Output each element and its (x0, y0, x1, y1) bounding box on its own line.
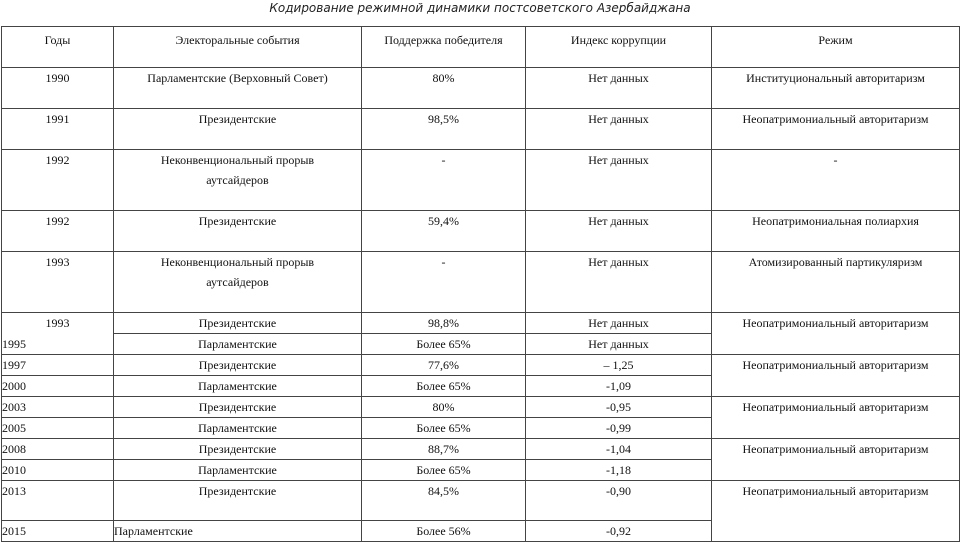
cell-event: Парламентские (114, 334, 362, 355)
cell-regime: Институциональный авторитаризм (712, 68, 960, 109)
header-event: Электоральные события (114, 27, 362, 68)
cell-regime: Неопатримониальный авторитаризм (712, 439, 960, 481)
cell-corruption: Нет данных (526, 334, 712, 355)
cell-event: Парламентские (114, 521, 362, 542)
cell-support: Более 65% (362, 460, 526, 481)
cell-event (114, 252, 362, 313)
cell-support: 98,8% (362, 313, 526, 334)
cell-corruption: Нет данных (526, 68, 712, 109)
cell-support: 84,5% (362, 481, 526, 521)
cell-corruption: -0,99 (526, 418, 712, 439)
table-row (2, 313, 960, 334)
table-row (2, 150, 960, 211)
cell-year: 1993 (2, 313, 114, 334)
cell-corruption: -0,92 (526, 521, 712, 542)
cell-support: 59,4% (362, 211, 526, 252)
cell-support: 77,6% (362, 355, 526, 376)
cell-year: 1992 (2, 150, 114, 211)
cell-event: Парламентские (114, 376, 362, 397)
header-regime: Режим (712, 27, 960, 68)
cell-event: Президентские (114, 439, 362, 460)
cell-year: 1991 (2, 109, 114, 150)
header-row (2, 27, 960, 68)
table-row (2, 397, 960, 418)
cell-corruption: -0,90 (526, 481, 712, 521)
cell-year: 2015 (2, 521, 114, 542)
header-corruption: Индекс коррупции (526, 27, 712, 68)
table-title: Кодирование режимной динамики постсоветского Азербайджана (269, 1, 691, 15)
cell-regime: Неопатримониальная полиархия (712, 211, 960, 252)
cell-support: - (362, 252, 526, 313)
table-row (2, 439, 960, 460)
cell-support: 98,5% (362, 109, 526, 150)
cell-year: 1997 (2, 355, 114, 376)
table-row (2, 109, 960, 150)
cell-event-line: Неконвенциональный прорыв (160, 153, 315, 167)
cell-event-line: Неконвенциональный прорыв (160, 255, 315, 269)
table-row (2, 68, 960, 109)
cell-year: 2008 (2, 439, 114, 460)
regime-table (1, 26, 960, 542)
cell-event: Президентские (114, 355, 362, 376)
cell-corruption: – 1,25 (526, 355, 712, 376)
cell-regime: Атомизированный партикуляризм (712, 252, 960, 313)
cell-year: 1995 (2, 334, 114, 355)
cell-corruption: -1,09 (526, 376, 712, 397)
cell-corruption: Нет данных (526, 109, 712, 150)
cell-year: 1992 (2, 211, 114, 252)
cell-support: Более 65% (362, 376, 526, 397)
cell-event: Президентские (114, 211, 362, 252)
cell-year: 2000 (2, 376, 114, 397)
cell-support: Более 56% (362, 521, 526, 542)
cell-event: Парламентские (Верховный Совет) (114, 68, 362, 109)
cell-event-line: аутсайдеров (206, 275, 269, 289)
cell-support: - (362, 150, 526, 211)
cell-event: Президентские (114, 481, 362, 521)
cell-support: 88,7% (362, 439, 526, 460)
table-row (2, 252, 960, 313)
cell-year: 2005 (2, 418, 114, 439)
table-row (2, 211, 960, 252)
cell-corruption: -1,04 (526, 439, 712, 460)
cell-year: 1990 (2, 68, 114, 109)
cell-regime: Неопатримониальный авторитаризм (712, 481, 960, 542)
cell-corruption: Нет данных (526, 252, 712, 313)
cell-event: Парламентские (114, 418, 362, 439)
cell-support: Более 65% (362, 418, 526, 439)
cell-regime: Неопатримониальный авторитаризм (712, 397, 960, 439)
table-row (2, 481, 960, 521)
cell-corruption: -0,95 (526, 397, 712, 418)
cell-year: 2010 (2, 460, 114, 481)
cell-event-line: аутсайдеров (206, 173, 269, 187)
cell-year: 2003 (2, 397, 114, 418)
cell-regime: - (712, 150, 960, 211)
cell-event: Президентские (114, 109, 362, 150)
cell-event: Президентские (114, 397, 362, 418)
cell-corruption: Нет данных (526, 150, 712, 211)
table-row (2, 355, 960, 376)
cell-year: 1993 (2, 252, 114, 313)
cell-corruption: Нет данных (526, 211, 712, 252)
cell-event (114, 150, 362, 211)
cell-support: Более 65% (362, 334, 526, 355)
cell-regime: Неопатримониальный авторитаризм (712, 355, 960, 397)
cell-support: 80% (362, 397, 526, 418)
cell-year: 2013 (2, 481, 114, 521)
cell-event: Президентские (114, 313, 362, 334)
cell-corruption: -1,18 (526, 460, 712, 481)
cell-support: 80% (362, 68, 526, 109)
cell-event: Парламентские (114, 460, 362, 481)
header-year: Годы (2, 27, 114, 68)
header-support: Поддержка победителя (362, 27, 526, 68)
cell-corruption: Нет данных (526, 313, 712, 334)
cell-regime: Неопатримониальный авторитаризм (712, 109, 960, 150)
cell-regime: Неопатримониальный авторитаризм (712, 313, 960, 355)
